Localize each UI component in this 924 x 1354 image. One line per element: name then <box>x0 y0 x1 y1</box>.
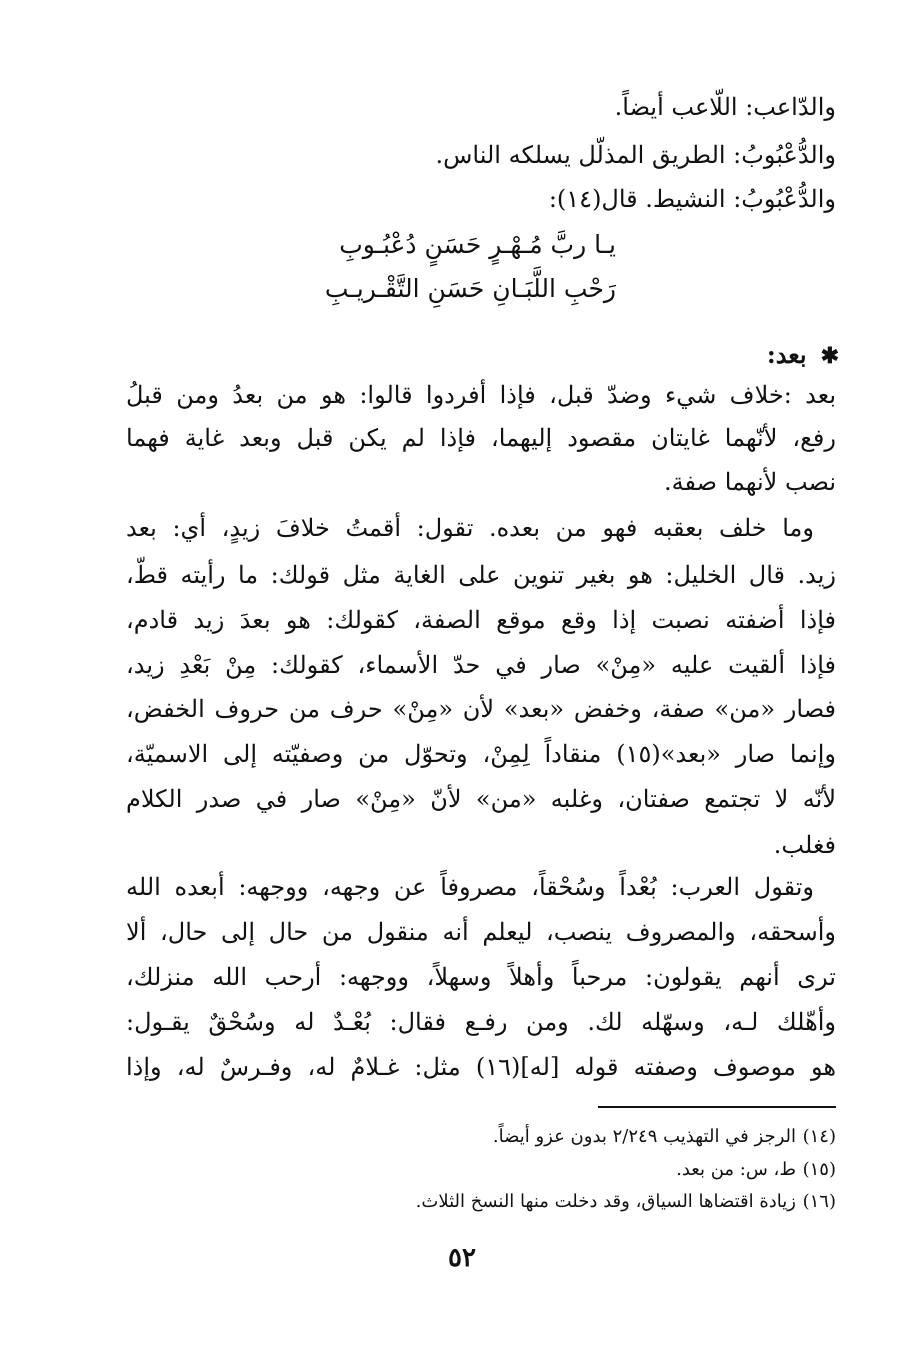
footnote-text: زيادة اقتضاها السياق، وقد دخلت منها النسخ الثلاث. <box>415 1191 796 1212</box>
footnote-separator <box>598 1106 836 1108</box>
body-line: هو موصوف وصفته قوله [له](١٦) مثل: غـلامٌ له، وفـرسٌ له، وإذا <box>126 1053 836 1081</box>
asterisk-icon: ✱ <box>820 343 839 369</box>
body-line: وما خلف بعقبه فهو من بعده. تقول: أقمتُ خلافَ زيدٍ، أي: بعد <box>126 514 814 542</box>
verse-line: رَحْبِ اللَّبَـانِ حَسَنِ التَّقْـريـبِ <box>324 274 616 303</box>
definition-line: والدّاعب: اللّاعب أيضاً. <box>614 93 836 121</box>
body-line: نصب لأنهما صفة. <box>664 468 836 496</box>
footnote-text: الرجز في التهذيب ٢/٢٤٩ بدون عزو أيضاً. <box>492 1126 796 1147</box>
body-line: رفع، لأنّهما غايتان مقصود إليهما، فإذا لم يكن قبل وبعد غاية فهما <box>126 424 836 452</box>
body-line: وتقول العرب: بُعْداً وسُحْقاً، مصروفاً عن وجهه، ووجهه: أبعده الله <box>126 873 814 901</box>
body-line: وأسحقه، والمصروف ينصب، ليعلم أنه منقول من حال إلى حال، ألا <box>126 918 837 946</box>
footnote-number: (١٥) <box>802 1159 836 1180</box>
definition-line: والدُّعْبُوبُ: الطريق المذلّل يسلكه الناس. <box>435 141 836 169</box>
definition-line: والدُّعْبُوبُ: النشيط. قال(١٤): <box>548 185 836 213</box>
body-line: لأنّه لا تجتمع صفتان، وغلبه «من» لأنّ «مِنْ» صار في صدر الكلام <box>126 785 836 813</box>
body-line: وأهّلك لـه، وسهّله لك. ومن رفـع فقال: بُعْـدٌ له وسُحْقٌ يقـول: <box>126 1008 836 1036</box>
footnote <box>493 1124 836 1150</box>
footnote <box>416 1189 836 1215</box>
footnote-number: (١٦) <box>802 1191 836 1212</box>
body-line: زيد. قال الخليل: هو بغير تنوين على الغاية مثل قولك: ما رأيته قطّ، <box>126 561 836 589</box>
section-heading <box>767 338 839 373</box>
body-line: ترى أنهم يقولون: مرحباً وأهلاً وسهلاً، ووجهه: أرحب الله منزلك، <box>126 963 836 991</box>
body-line: فغلب. <box>773 831 836 859</box>
body-line: فصار «من» صفة، وخفض «بعد» لأن «مِنْ» حرف من حروف الخفض، <box>126 695 836 723</box>
footnote-text: ط، س: من بعد. <box>676 1159 796 1180</box>
body-line: فإذا أضفته نصبت إذا وقع موقع الصفة، كقولك: هو بعدَ زيد قادم، <box>126 606 836 634</box>
footnote <box>676 1157 836 1183</box>
page-number: ٥٢ <box>448 1243 476 1273</box>
body-line: وإنما صار «بعد»(١٥) منقاداً لِمِنْ، وتحوّل من وصفيّته إلى الاسميّة، <box>126 740 836 768</box>
body-line: فإذا ألقيت عليه «مِنْ» صار في حدّ الأسماء، كقولك: مِنْ بَعْدِ زيد، <box>126 651 836 679</box>
verse-line: يـا ربَّ مُـهْـرٍ حَسَنٍ دُعْبُـوبِ <box>339 230 616 259</box>
footnote-number: (١٤) <box>802 1126 836 1147</box>
body-line: بعد :خلاف شيء وضدّ قبل، فإذا أفردوا قالوا: هو من بعدُ ومن قبلُ <box>126 381 836 409</box>
section-title: بعد: <box>766 340 807 369</box>
